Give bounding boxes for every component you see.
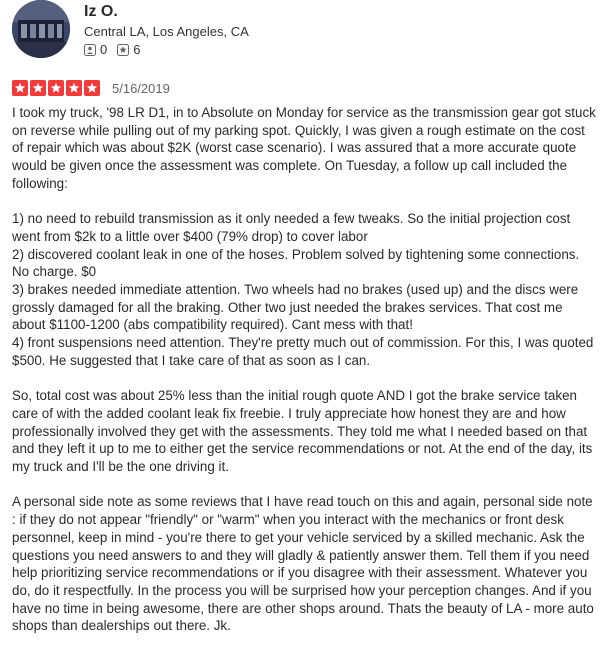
star-icon [30, 80, 46, 96]
review-line-group: I took my truck, '98 LR D1, in to Absolute on Monday for service as the transmission gear got stuck on reverse while pulling out of my parking spot. Quickly, I was given a rough estimate on the cost of repair which was about $2K (worst case scenario). I was assured that a more accurate quote would be given once the assessment was complete. On Tuesday, a follow up call included the following: [12, 105, 596, 191]
rating-row [12, 80, 170, 96]
review-line-group: So, total cost was about 25% less than the initial rough quote AND I got the brake service taken care of with the added coolant leak fix freebie. I truly appreciate how honest they are and how professionally involved they get with the assessments. They told me what I needed based on that and they left it up to me to either get the service recommendations or not. At the end of the day, its my truck and I'll be the one driving it. [12, 388, 593, 475]
avatar[interactable] [12, 0, 70, 58]
star-icon [66, 80, 82, 96]
reviews-count: 6 [133, 42, 141, 57]
friends-count: 0 [100, 42, 108, 57]
user-name[interactable]: Iz O. [84, 3, 118, 20]
user-location: Central LA, Los Angeles, CA [84, 24, 249, 39]
review-paragraph [12, 210, 598, 369]
review-line-group: A personal side note as some reviews that I have read touch on this and again, personal side note : if they do not appear "friendly" or "warm" when you interact with the mechanics or front desk personnel, keep in mind - you're there to get your vehicle serviced by a skilled mechanic. Ask the questions you need answers to and they will gladly & patiently answer them. Tell them if you need help prioritizing service recommendations or if you disagree with their assessment. Whatever you do, do it respectfully. In the process you will be surprised how your perception changes. And if you have no time in being awesome, there are other shops around. Thats the beauty of LA - more auto shops than dealerships out there. Jk. [12, 494, 594, 634]
review-text [12, 104, 598, 653]
star-rating [12, 80, 102, 96]
reviews-stat [117, 42, 140, 57]
review-line-group: 1) no need to rebuild transmission as it only needed a few tweaks. So the initial projection cost went from $2k to a little over $400 (79% drop) to cover labor [12, 211, 571, 244]
review-paragraph [12, 493, 598, 635]
star-icon [12, 80, 28, 96]
review-paragraph [12, 104, 598, 193]
user-stats [84, 42, 150, 57]
review-paragraph [12, 387, 598, 476]
review-line-group: 3) brakes needed immediate attention. Two wheels had no brakes (used up) and the discs were grossly damaged for all the braking. Other two just needed the brakes services. That cost me about $1100-1200 (abs compatibility required). Cant mess with that! [12, 282, 579, 333]
review-line-group: 2) discovered coolant leak in one of the hoses. Problem solved by tightening some connections. No charge. $0 [12, 246, 580, 280]
friends-icon [84, 44, 96, 56]
review-date: 5/16/2019 [112, 80, 170, 96]
star-icon [48, 80, 64, 96]
friends-stat [84, 42, 107, 57]
review-line-group: 4) front suspensions need attention. They're pretty much out of commission. For this, I was quoted $500. He suggested that I take care of that as soon as I can. [12, 335, 594, 368]
star-icon [84, 80, 100, 96]
review-header [12, 0, 602, 62]
avatar-photo-icon [12, 0, 70, 58]
reviews-star-icon [117, 44, 129, 56]
